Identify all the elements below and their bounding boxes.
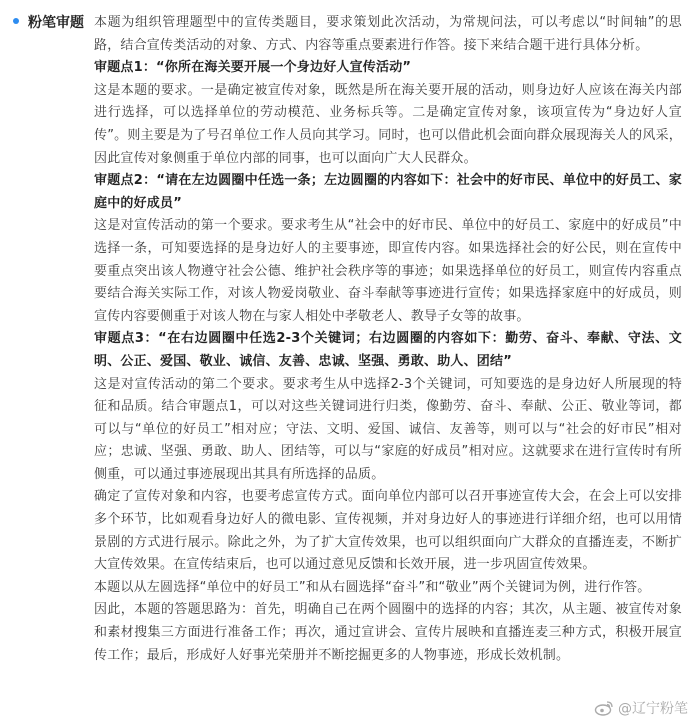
watermark (594, 698, 688, 718)
review-point-3: 审题点3：“在右边圆圈中任选2-3个关键词；右边圆圈的内容如下：勤劳、奋斗、奉献、守法、文明、公正、爱国、敬业、诚信、友善、忠诚、坚强、勇敢、助人、团结” (94, 331, 682, 369)
weibo-icon (594, 700, 614, 716)
analysis-content (94, 12, 682, 667)
analysis-paragraph: 这是本题的要求。一是确定被宣传对象，既然是所在海关要开展的活动，则身边好人应该在海关内部进行选择，可以选择单位的劳动模范、业务标兵等。二是确定宣传对象，该项宣传为“身边好人宣传”。则主要是为了号召单位工作人员向其学习。同时，也可以借此机会面向群众展现海关人的风采，因此宣传对象侧重于单位内部的同事，也可以面向广大人民群众。 (94, 82, 682, 166)
review-point-1: 审题点1：“你所在海关要开展一个身边好人宣传活动” (94, 60, 412, 76)
review-point-2: 审题点2：“请在左边圆圈中任选一条；左边圆圈的内容如下：社会中的好市民、单位中的好员工、家庭中的好成员” (94, 173, 682, 211)
analysis-paragraph: 这是对宣传活动的第二个要求。要求考生从中选择2-3个关键词，可知要选的是身边好人所展现的特征和品质。结合审题点1，可以对这些关键词进行归类，像勤劳、奋斗、奉献、公正、敬业等词，都可以与“单位的好员工”相对应；守法、文明、爱国、诚信、友善等，则可以与“社会的好市民”相对应；忠诚、坚强、勇敢、助人、团结等，可以与“家庭的好成员”相对应。这就要求在进行宣传时有所侧重，可以通过事迹展现出其具有所选择的品质。 (94, 376, 682, 482)
section-label: 粉笔审题 (28, 15, 84, 31)
bullet-dot (13, 18, 19, 24)
intro-paragraph: 本题为组织管理题型中的宣传类题目，要求策划此次活动，为常规问法，可以考虑以“时间轴”的思路，结合宣传类活动的对象、方式、内容等重点要素进行作答。接下来结合题干进行具体分析。 (94, 15, 682, 53)
analysis-paragraph: 本题以从左圆选择“单位中的好员工”和从右圆选择“奋斗”和“敬业”两个关键词为例，进行作答。 (94, 579, 651, 595)
analysis-paragraph: 这是对宣传活动的第一个要求。要求考生从“社会中的好市民、单位中的好员工、家庭中的好成员”中选择一条，可知要选择的是身边好人的主要事迹，即宣传内容。如果选择社会的好公民，则在宣传中要重点突出该人物遵守社会公德、维护社会秩序等的事迹；如果选择单位的好员工，则宣传内容重点要结合海关实际工作，对该人物爱岗敬业、奋斗奉献等事迹进行宣传；如果选择家庭中的好成员，则宣传内容要侧重于对该人物在与家人相处中孝敬老人、教导子女等的故事。 (94, 218, 682, 324)
watermark-text: @辽宁粉笔 (618, 701, 688, 717)
conclusion-paragraph: 因此，本题的答题思路为：首先，明确自己在两个圆圈中的选择的内容；其次，从主题、被宣传对象和素材搜集三方面进行准备工作；再次，通过宣讲会、宣传片展映和直播连麦三种方式，积极开展宣传工作；最后，形成好人好事光荣册并不断挖掘更多的人物事迹，形成长效机制。 (94, 602, 682, 663)
analysis-paragraph: 确定了宣传对象和内容，也要考虑宣传方式。面向单位内部可以召开事迹宣传大会，在会上可以安排多个环节，比如观看身边好人的微电影、宣传视频，并对身边好人的事迹进行详细介绍，也可以用情景剧的方式进行展示。除此之外，为了扩大宣传效果，也可以组织面向广大群众的直播连麦，不断扩大宣传效果。在宣传结束后，也可以通过意见反馈和长效开展，进一步巩固宣传效果。 (94, 489, 682, 573)
